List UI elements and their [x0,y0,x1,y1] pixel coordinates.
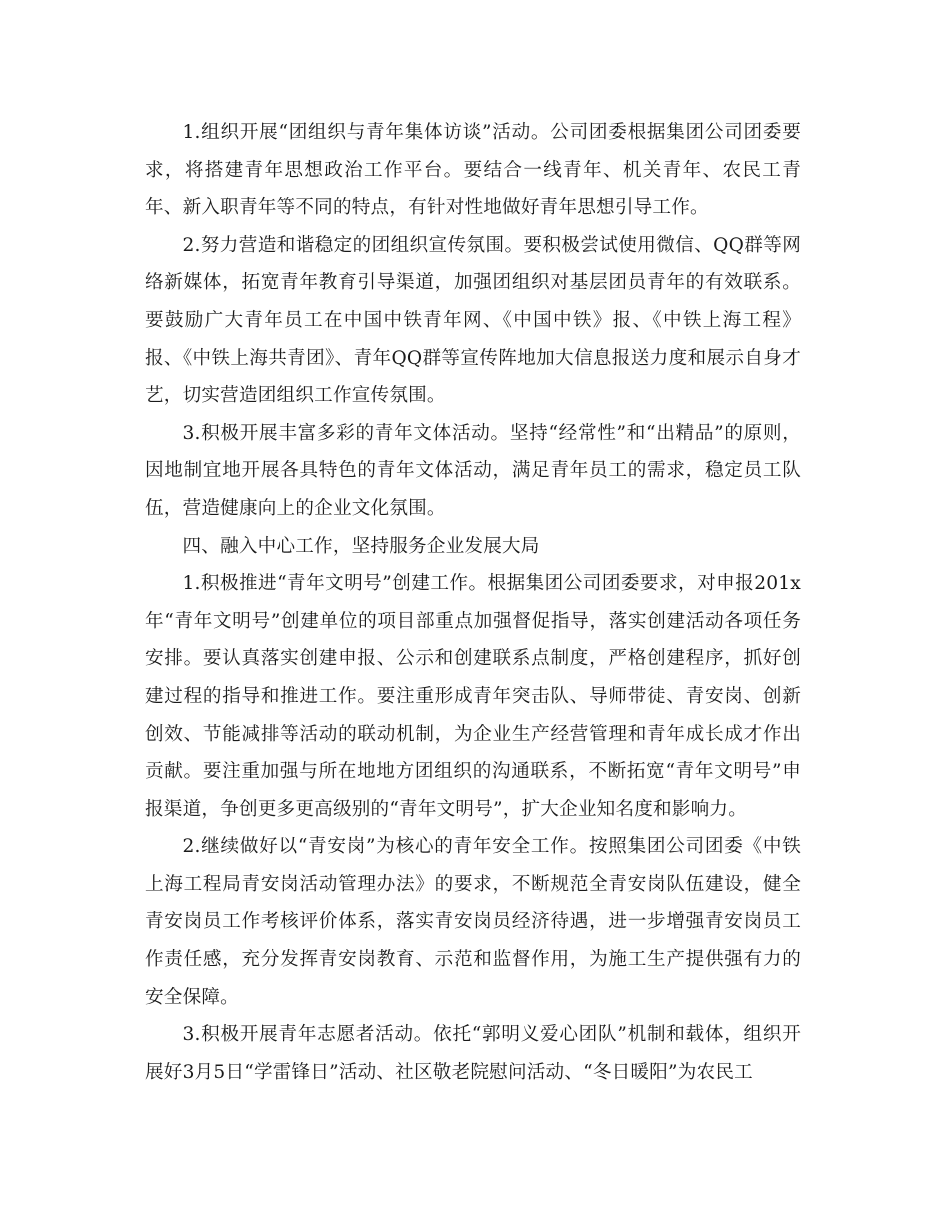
paragraph-cultural-activities: 3.积极开展丰富多彩的青年文体活动。坚持“经常性”和“出精品”的原则，因地制宜地开展各具特色的青年文体活动，满足青年员工的需求，稳定员工队伍，营造健康向上的企业文化氛围。 [145,422,801,519]
document-body [145,114,801,1091]
paragraph-publicity-atmosphere: 2.努力营造和谐稳定的团组织宣传氛围。要积极尝试使用微信、QQ群等网络新媒体，拓宽青年教育引导渠道，加强团组织对基层团员青年的有效联系。要鼓励广大青年员工在中国中铁青年网、《中国中铁》报、《中铁上海工程》报、《中铁上海共青团》、青年QQ群等宣传阵地加大信息报送力度和展示自身才艺，切实营造团组织工作宣传氛围。 [145,234,801,407]
section-heading-four: 四、融入中心工作，坚持服务企业发展大局 [182,535,540,557]
paragraph-civilization-post: 1.积极推进“青年文明号”创建工作。根据集团公司团委要求，对申报201x年“青年文明号”创建单位的项目部重点加强督促指导，落实创建活动各项任务安排。要认真落实创建申报、公示和创建联系点制度，严格创建程序，抓好创建过程的指导和推进工作。要注重形成青年突击队、导师带徒、青安岗、创新创效、节能减排等活动的联动机制，为企业生产经营管理和青年成长成才作出贡献。要注重加强与所在地地方团组织的沟通联系，不断拓宽“青年文明号”申报渠道，争创更多更高级别的“青年文明号”，扩大企业知名度和影响力。 [145,573,801,820]
paragraph-volunteer-activities: 3.积极开展青年志愿者活动。依托“郭明义爱心团队”机制和载体，组织开展好3月5日“学雷锋日”活动、社区敬老院慰问活动、“冬日暖阳”为农民工 [145,1024,801,1083]
paragraph-safety-post: 2.继续做好以“青安岗”为核心的青年安全工作。按照集团公司团委《中铁上海工程局青安岗活动管理办法》的要求，不断规范全青安岗队伍建设，健全青安岗员工作考核评价体系，落实青安岗员经济待遇，进一步增强青安岗员工作责任感，充分发挥青安岗教育、示范和监督作用，为施工生产提供强有力的安全保障。 [145,836,801,1008]
paragraph-youth-interview: 1.组织开展“团组织与青年集体访谈”活动。公司团委根据集团公司团委要求，将搭建青年思想政治工作平台。要结合一线青年、机关青年、农民工青年、新入职青年等不同的特点，有针对性地做好青年思想引导工作。 [145,122,801,219]
